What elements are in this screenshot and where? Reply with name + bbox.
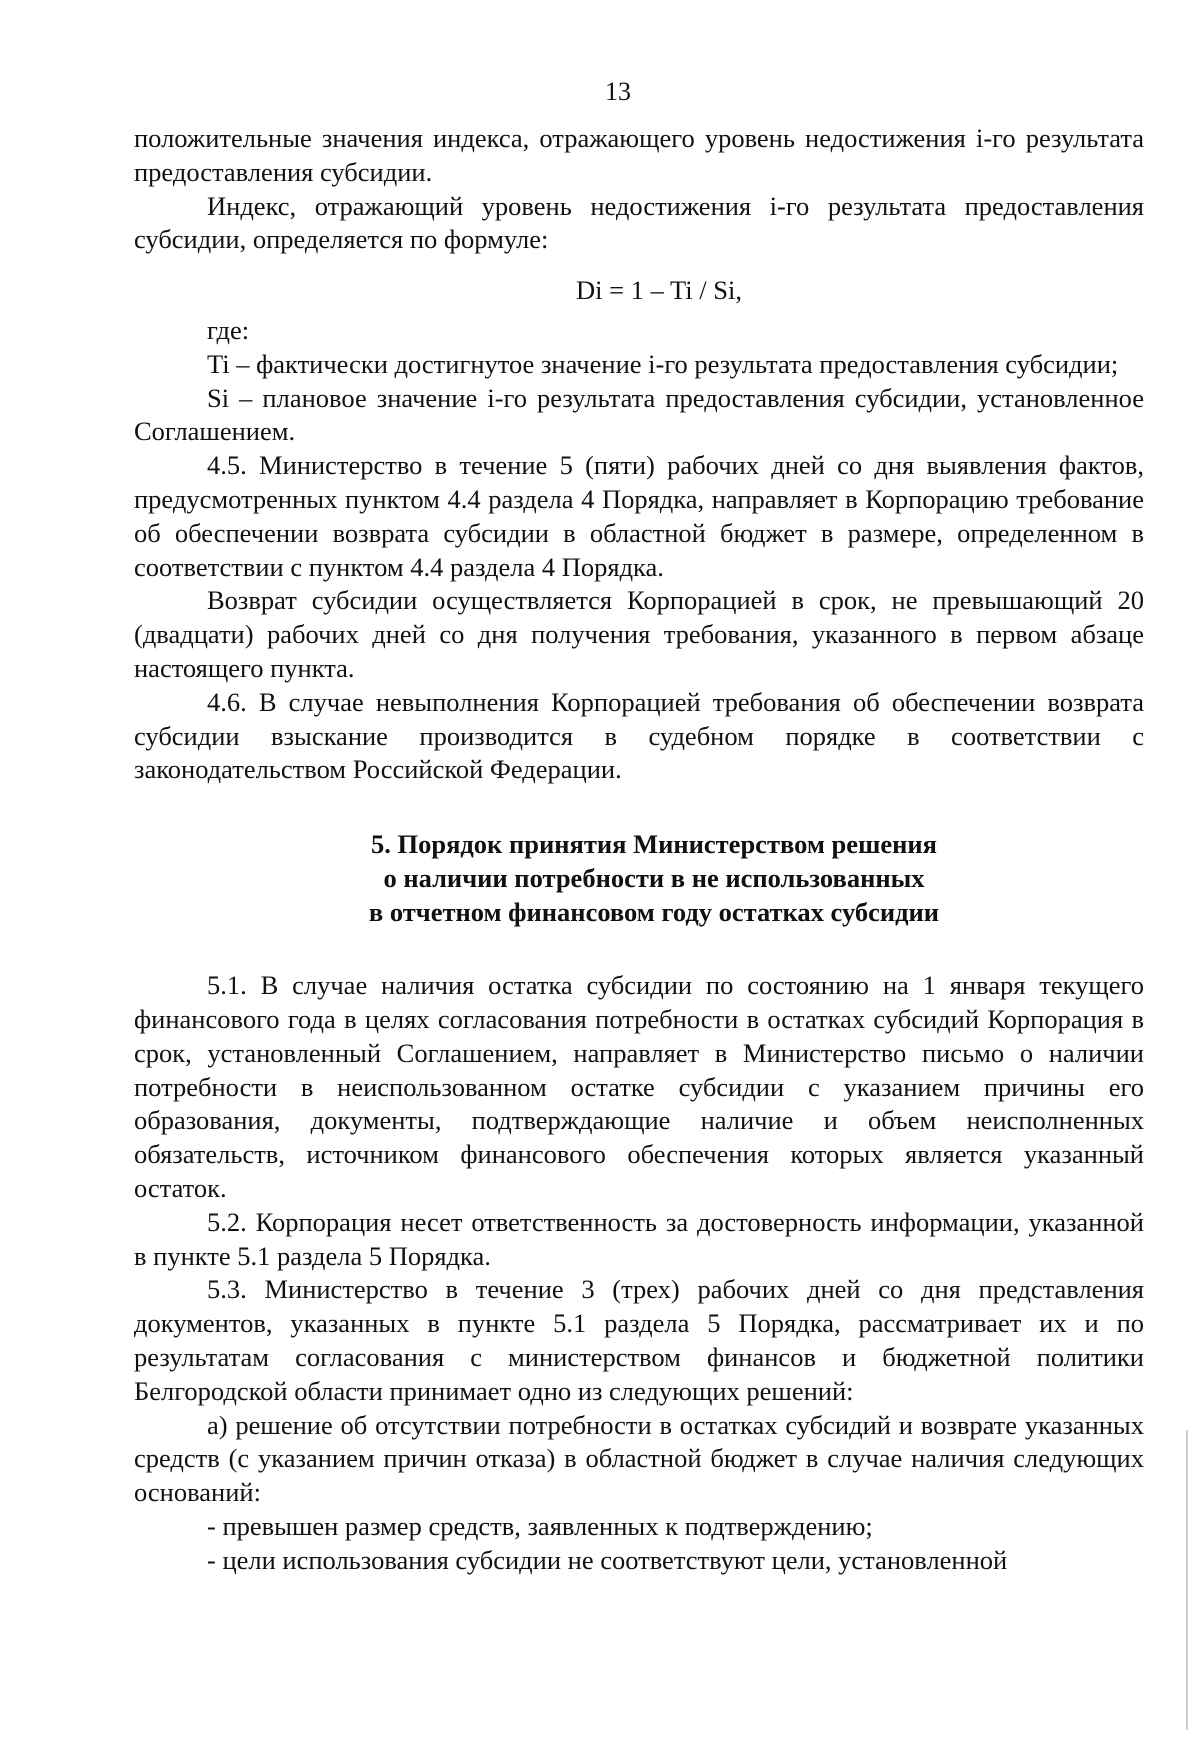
paragraph: 4.5. Министерство в течение 5 (пяти) рабочих дней со дня выявления фактов, предусмотренных пунктом 4.4 раздела 4 Порядка, направляет в Корпорацию требование об обеспечении возврата субсидии в областной бюджет в размере, определенном в соответствии с пунктом 4.4 раздела 4 Порядка. <box>134 450 1144 582</box>
definitions-and-section4 <box>134 314 1144 787</box>
paragraph: - превышен размер средств, заявленных к подтверждению; <box>207 1510 873 1541</box>
paragraph: Индекс, отражающий уровень недостижения i-го результата предоставления субсидии, определяется по формуле: <box>134 190 1144 255</box>
paragraph: Возврат субсидии осуществляется Корпорацией в срок, не превышающий 20 (двадцати) рабочих дней со дня получения требования, указанного в первом абзаце настоящего пункта. <box>134 585 1144 683</box>
section5-paragraphs <box>134 969 1144 1577</box>
paragraph: а) решение об отсутствии потребности в остатках субсидий и возврате указанных средств (с указанием причин отказа) в областной бюджет в случае наличия следующих оснований: <box>134 1409 1144 1508</box>
scan-edge-line <box>1186 1430 1188 1730</box>
paragraph: - цели использования субсидии не соответствуют цели, установленной <box>207 1544 1008 1575</box>
paragraph: 4.6. В случае невыполнения Корпорацией требования об обеспечении возврата субсидии взыскание производится в судебном порядке в соответствии с законодательством Российской Федерации. <box>134 686 1144 785</box>
section-heading <box>134 827 1144 929</box>
paragraph: положительные значения индекса, отражающего уровень недостижения i-го результата предоставления субсидии. <box>134 123 1144 187</box>
section-heading-line: в отчетном финансовом году остатках субсидии <box>368 897 940 928</box>
top-paragraphs <box>134 122 1144 257</box>
paragraph: 5.3. Министерство в течение 3 (трех) рабочих дней со дня представления документов, указанных в пункте 5.1 раздела 5 Порядка, рассматривает их и по результатам согласования с министерством финансов и бюджетной политики Белгородской области принимает одно из следующих решений: <box>134 1274 1144 1406</box>
section-heading-line: о наличии потребности в не использованных <box>383 863 925 894</box>
paragraph: где: <box>207 314 250 345</box>
paragraph: Ti – фактически достигнутое значение i-го результата предоставления субсидии; <box>207 348 1119 379</box>
section-heading-line: 5. Порядок принятия Министерством решения <box>370 829 938 860</box>
paragraph: Si – плановое значение i-го результата предоставления субсидии, установленное Соглашением. <box>134 382 1144 447</box>
paragraph: 5.1. В случае наличия остатка субсидии по состоянию на 1 января текущего финансового года в целях согласования потребности в остатках субсидий Корпорация в срок, установленный Соглашением, направляет в Министерство письмо о наличии потребности в неиспользованном остатке субсидии с указанием причины его образования, документы, подтверждающие наличие и объем неисполненных обязательств, источником финансового обеспечения которых является указанный остаток. <box>134 970 1144 1203</box>
document-body <box>134 122 1144 1577</box>
formula: Di = 1 – Ti / Si, <box>576 275 742 306</box>
page-number: 13 <box>605 77 631 106</box>
paragraph: 5.2. Корпорация несет ответственность за достоверность информации, указанной в пункте 5.1 раздела 5 Порядка. <box>134 1206 1144 1271</box>
